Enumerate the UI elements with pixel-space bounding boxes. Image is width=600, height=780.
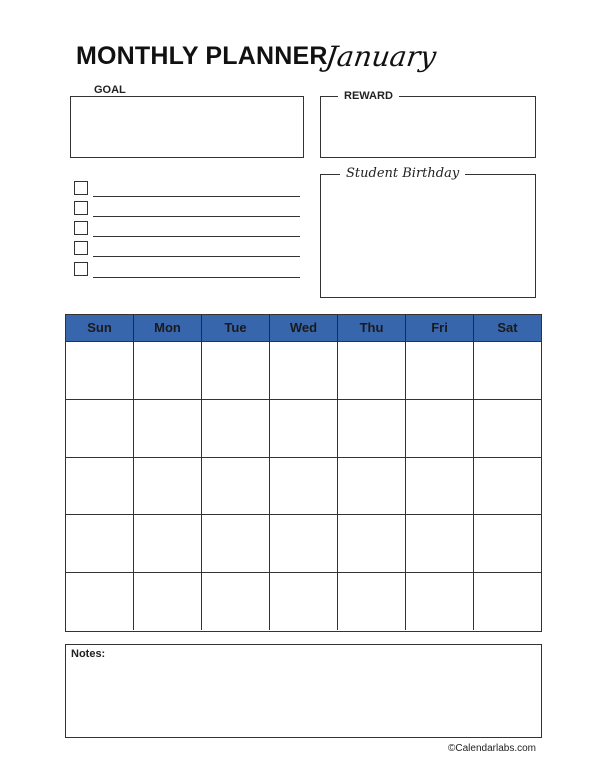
checklist-line[interactable] <box>93 196 300 197</box>
calendar-day-cell[interactable] <box>270 400 338 457</box>
calendar-day-cell[interactable] <box>270 515 338 572</box>
calendar-day-cell[interactable] <box>338 573 406 630</box>
calendar-day-cell[interactable] <box>338 400 406 457</box>
day-header: Mon <box>134 315 202 341</box>
calendar-week-row <box>66 457 541 515</box>
calendar-day-cell[interactable] <box>66 573 134 630</box>
calendar-day-cell[interactable] <box>270 458 338 515</box>
calendar-day-cell[interactable] <box>406 458 474 515</box>
day-header: Fri <box>406 315 474 341</box>
checklist-item <box>74 201 300 217</box>
calendar-day-cell[interactable] <box>270 573 338 630</box>
copyright: ©Calendarlabs.com <box>448 743 536 754</box>
page-title: MONTHLY PLANNER <box>76 42 328 70</box>
calendar-day-cell[interactable] <box>66 515 134 572</box>
calendar-day-cell[interactable] <box>202 458 270 515</box>
calendar-day-cell[interactable] <box>134 573 202 630</box>
checkbox[interactable] <box>74 221 88 235</box>
calendar-day-cell[interactable] <box>406 515 474 572</box>
day-header: Wed <box>270 315 338 341</box>
calendar-day-cell[interactable] <box>474 573 541 630</box>
calendar-week-row <box>66 572 541 630</box>
calendar-day-cell[interactable] <box>66 400 134 457</box>
checklist-line[interactable] <box>93 236 300 237</box>
reward-box[interactable] <box>320 96 536 158</box>
day-header: Tue <box>202 315 270 341</box>
calendar-day-cell[interactable] <box>406 573 474 630</box>
calendar-header <box>66 315 541 341</box>
calendar-day-cell[interactable] <box>474 515 541 572</box>
calendar-grid <box>65 314 542 632</box>
calendar-day-cell[interactable] <box>202 400 270 457</box>
checklist-line[interactable] <box>93 216 300 217</box>
notes-label: Notes: <box>71 648 106 660</box>
checklist-item <box>74 262 300 278</box>
checkbox[interactable] <box>74 201 88 215</box>
month-title: January <box>323 40 439 73</box>
birthday-label: Student Birthday <box>340 166 465 181</box>
birthday-box[interactable] <box>320 174 536 298</box>
reward-label: REWARD <box>338 90 399 102</box>
checklist-item <box>74 181 300 197</box>
checkbox[interactable] <box>74 181 88 195</box>
calendar-day-cell[interactable] <box>202 573 270 630</box>
calendar-day-cell[interactable] <box>202 342 270 399</box>
calendar-day-cell[interactable] <box>270 342 338 399</box>
checklist-line[interactable] <box>93 256 300 257</box>
checkbox[interactable] <box>74 262 88 276</box>
goal-label: GOAL <box>88 84 132 96</box>
calendar-day-cell[interactable] <box>474 400 541 457</box>
checklist-line[interactable] <box>93 277 300 278</box>
notes-box[interactable] <box>65 644 542 738</box>
goal-box[interactable] <box>70 96 304 158</box>
calendar-day-cell[interactable] <box>66 458 134 515</box>
calendar-day-cell[interactable] <box>338 458 406 515</box>
calendar-day-cell[interactable] <box>134 515 202 572</box>
checkbox[interactable] <box>74 241 88 255</box>
calendar-week-row <box>66 399 541 457</box>
calendar-day-cell[interactable] <box>474 342 541 399</box>
day-header: Sat <box>497 320 518 335</box>
day-header: Thu <box>338 315 406 341</box>
calendar-week-row <box>66 341 541 399</box>
calendar-day-cell[interactable] <box>406 400 474 457</box>
calendar-day-cell[interactable] <box>474 458 541 515</box>
checklist-item <box>74 241 300 257</box>
calendar-day-cell[interactable] <box>66 342 134 399</box>
checklist-item <box>74 221 300 237</box>
calendar-day-cell[interactable] <box>134 400 202 457</box>
calendar-day-cell[interactable] <box>338 515 406 572</box>
calendar-day-cell[interactable] <box>406 342 474 399</box>
calendar-body <box>66 341 541 630</box>
calendar-day-cell[interactable] <box>134 342 202 399</box>
calendar-day-cell[interactable] <box>202 515 270 572</box>
calendar-week-row <box>66 514 541 572</box>
calendar-day-cell[interactable] <box>338 342 406 399</box>
day-header: Sun <box>66 315 134 341</box>
calendar-day-cell[interactable] <box>134 458 202 515</box>
